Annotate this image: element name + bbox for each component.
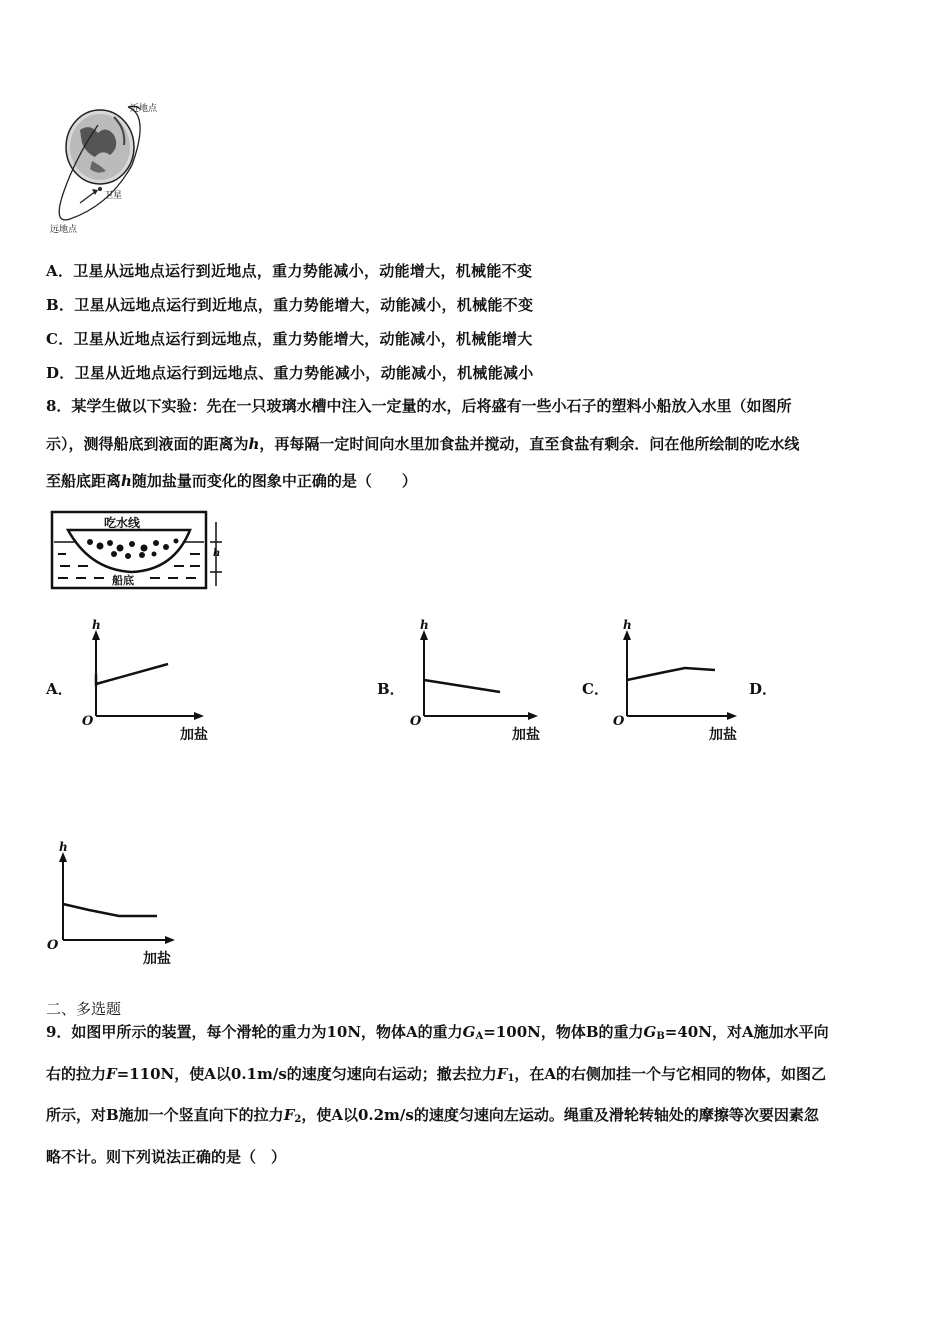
q8-option-a-label: A． [46, 680, 73, 698]
graph-b [406, 618, 551, 746]
q9-line-3: 所示，对B施加一个竖直向下的拉力$F_2$，使A以0.2m/s的速度匀速向左运动。绳重及滑轮转轴处的摩擦等次要因素忽 [46, 1106, 819, 1125]
q7-option-d: D．卫星从近地点运行到远地点、重力势能减小，动能减小，机械能减小 [46, 364, 534, 382]
section-title: 二、多选题 [46, 1000, 122, 1018]
q8-question [46, 388, 908, 501]
graph-d [45, 840, 190, 970]
graph-d-origin: O [47, 938, 59, 953]
q8-option-c-label: C． [582, 680, 609, 698]
q7-option-c: C．卫星从近地点运行到远地点，重力势能增大，动能减小，机械能增大 [46, 330, 533, 348]
q8-line-1: 8．某学生做以下实验：先在一只玻璃水槽中注入一定量的水，后将盛有一些小石子的塑料小船放入水里（如图所 [46, 397, 792, 415]
graph-c-origin: O [613, 714, 625, 729]
q8-line-2: 示），测得船底到液面的距离为h，再每隔一定时间向水里加食盐并搅动，直至食盐有剩余．问在他所绘制的吃水线 [46, 434, 800, 453]
graph-a-y-label: h [92, 618, 101, 632]
graph-c-curve [627, 668, 715, 680]
q9-line-2: 右的拉力F=110N，使A以0.1m/s的速度匀速向右运动；撤去拉力$F_1$，在A的右侧加挂一个与它相同的物体，如图乙 [46, 1064, 827, 1084]
graph-c [609, 618, 754, 746]
q8-option-d-label: D． [749, 680, 778, 698]
graph-d-curve [63, 904, 157, 916]
q8-line-3: 至船底距离h随加盐量而变化的图象中正确的是（ ） [46, 472, 417, 490]
boat-tank-figure [50, 508, 230, 592]
apogee-label: 远地点 [50, 225, 78, 235]
satellite-orbit-figure [40, 95, 175, 237]
var-h: h [248, 434, 260, 453]
graph-a-origin: O [82, 714, 94, 729]
satellite-label: 卫星 [104, 191, 123, 201]
graph-a-curve [96, 664, 168, 684]
graph-b-y-label: h [420, 618, 429, 632]
graph-b-x-label: 加盐 [512, 727, 540, 743]
graph-b-origin: O [410, 714, 422, 729]
graph-a [78, 618, 218, 746]
q9-line-4: 略不计。则下列说法正确的是（ ） [46, 1147, 287, 1166]
graph-d-y-label: h [59, 840, 68, 854]
graph-d-x-label: 加盐 [143, 951, 171, 967]
graph-b-curve [424, 680, 500, 692]
perigee-label: 近地点 [130, 104, 158, 114]
q9-line-1: 9．如图甲所示的装置，每个滑轮的重力为10N，物体A的重力$G_A=100N$，物体B的重力$G_B=40N$，对A施加水平向 [46, 1023, 829, 1042]
q7-option-a: A．卫星从远地点运行到近地点，重力势能减小，动能增大，机械能不变 [46, 262, 533, 280]
var-h-2: h [121, 472, 132, 490]
graph-a-x-label: 加盐 [180, 727, 208, 743]
graph-c-x-label: 加盐 [709, 727, 737, 743]
boat-h-label: h [213, 548, 221, 559]
q8-option-b-label: B． [377, 680, 405, 698]
satellite-orbit-drawing [40, 95, 175, 237]
q9-question [46, 1014, 908, 1176]
boat-bottom-label: 船底 [112, 574, 134, 587]
graph-c-y-label: h [623, 618, 632, 632]
waterline-label: 吃水线 [104, 516, 141, 530]
q7-option-b: B．卫星从远地点运行到近地点，重力势能增大，动能减小，机械能不变 [46, 296, 534, 314]
